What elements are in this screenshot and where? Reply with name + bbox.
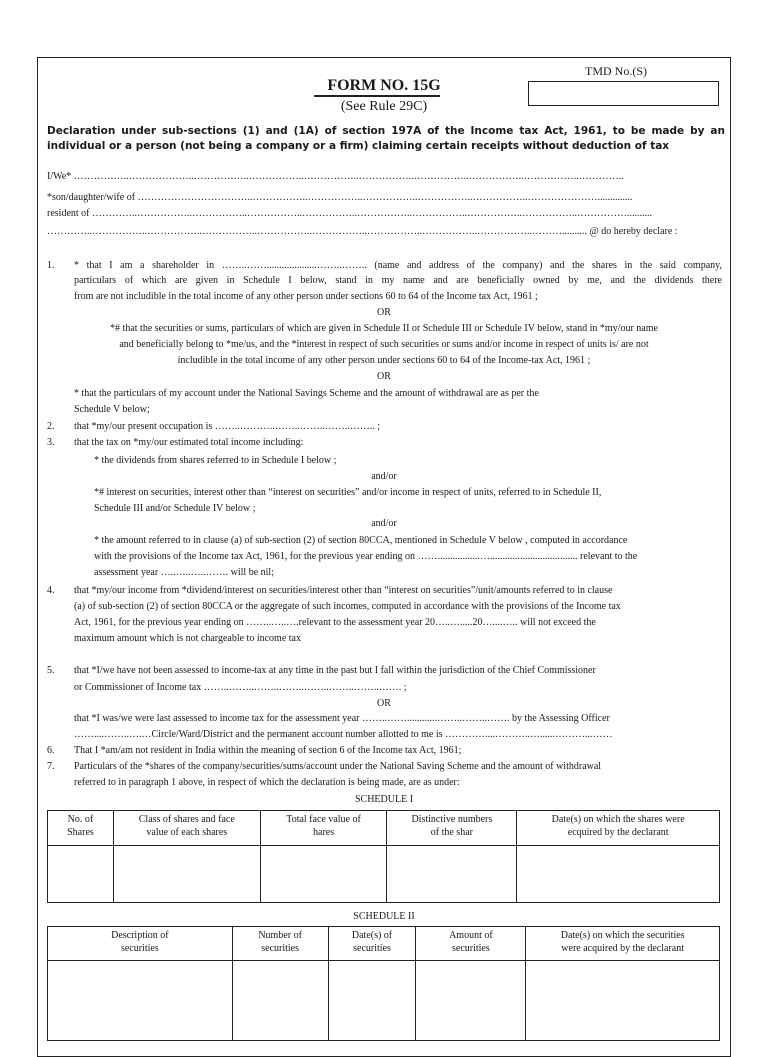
column-header: Amount of securities	[416, 927, 526, 961]
para-7-line: Particulars of the *shares of the company/securities/sums/account under the National Saving Scheme and the amount of withdrawal	[74, 761, 602, 772]
table-header-row	[48, 927, 720, 961]
table-header-row	[48, 811, 720, 846]
para-1-line: * that I am a shareholder in ……..……....................……..…….. (name and address of the company) and the shares in the said company,	[74, 260, 722, 271]
column-header: No. of Shares	[48, 811, 114, 846]
table-cell[interactable]	[328, 961, 416, 1041]
table-cell[interactable]	[526, 961, 720, 1041]
tmd-number-label: TMD No.(S)	[585, 64, 647, 78]
para-5-line: or Commissioner of Income tax ……..……..……..……..……..……..……..……. ;	[74, 682, 407, 693]
para-5-line: that *I/we have not been assessed to income-tax at any time in the past but I fall within the jurisdiction of the Chief Commissioner	[74, 665, 596, 676]
andor-separator: and/or	[371, 518, 397, 529]
or-separator: OR	[377, 698, 391, 709]
form-title: FORM NO. 15G	[327, 77, 441, 94]
para-5b-line: ……....……..….…Circle/Ward/District and the permanent account number allotted to me is …………....………..…......………...……	[74, 729, 613, 740]
item-number: 3.	[47, 437, 55, 448]
para-1c-line: * that the particulars of my account under the National Savings Scheme and the amount of withdrawal are as per the	[74, 388, 539, 399]
item-number: 1.	[47, 260, 55, 271]
item-number: 2.	[47, 421, 55, 432]
para-3b-line: Schedule III and/or Schedule IV below ;	[94, 503, 256, 514]
item-number: 6.	[47, 745, 55, 756]
item-number: 4.	[47, 585, 55, 596]
para-7-line: referred to in paragraph 1 above, in respect of which the declaration is being made, are as under:	[74, 777, 460, 788]
column-header: Class of shares and face value of each shares	[113, 811, 260, 846]
para-4-line: that *my/our income from *dividend/interest on securities/interest other than “interest on securities”/unit/amounts referred to in clause	[74, 585, 613, 596]
para-1b-line: includible in the total income of any other person under sections 60 to 64 of the Income-tax Act, 1961 ;	[177, 355, 591, 366]
table-cell[interactable]	[232, 961, 328, 1041]
resident-field[interactable]: resident of …………..……………..……………..……………..……………..……………..……………..……………..……………..……………..........	[47, 208, 652, 219]
column-header: Date(s) on which the securities were acquired by the declarant	[526, 927, 720, 961]
para-1-line: particulars of which are given in Schedule I below, stand in my name and are beneficially owned by me, and the dividends there	[74, 275, 722, 286]
declare-line[interactable]: …………..……………..……………..……………..……………..……………..……………..……………..……………..……….......... @ do hereby declare :	[47, 226, 678, 237]
para-3-line: that the tax on *my/our estimated total income including:	[74, 437, 304, 448]
table-cell[interactable]	[260, 846, 387, 903]
para-4-line: maximum amount which is not chargeable to income tax	[74, 633, 301, 644]
table-cell[interactable]	[113, 846, 260, 903]
para-3b-line: *# interest on securities, interest other than “interest on securities” and/or income in respect of units, referred to in Schedule II,	[94, 487, 602, 498]
column-header: Distinctive numbers of the shar	[387, 811, 517, 846]
para-3c-line: with the provisions of the Income tax Act, 1961, for the previous year ending on …….................…................................... relevant to the	[94, 551, 638, 562]
table-cell[interactable]	[517, 846, 720, 903]
para-3a-line: * the dividends from shares referred to in Schedule I below ;	[94, 455, 337, 466]
para-3c-line: assessment year …..…..…..……. will be nil;	[94, 567, 274, 578]
para-3c-line: * the amount referred to in clause (a) of sub-section (2) of section 80CCA, mentioned in Schedule V below , computed in accordance	[94, 535, 628, 546]
column-header: Date(s) of securities	[328, 927, 416, 961]
para-1-line: from are not includible in the total income of any other person under sections 60 to 64 of the Income tax Act, 1961 ;	[74, 291, 538, 302]
schedule-1-table	[47, 810, 720, 903]
para-1b-line: *# that the securities or sums, particulars of which are given in Schedule II or Schedule III or Schedule IV below, stand in *my/our name	[110, 323, 658, 334]
or-separator: OR	[377, 307, 391, 318]
para-4-line: (a) of sub-section (2) of section 80CCA or the aggregate of such incomes, computed in accordance with the provisions of the Income tax	[74, 601, 621, 612]
or-separator: OR	[377, 371, 391, 382]
para-4-line: Act, 1961, for the previous year ending on ……..…..….relevant to the assessment year 20…..….....20…....….. will not exceed the	[74, 617, 596, 628]
column-header: Number of securities	[232, 927, 328, 961]
table-row	[48, 961, 720, 1041]
para-1b-line: and beneficially belong to *me/us, and the *interest in respect of such securities or sums and/or income in respect of units is/ are not	[119, 339, 649, 350]
column-header: Description of securities	[48, 927, 233, 961]
table-cell[interactable]	[48, 961, 233, 1041]
item-number: 7.	[47, 761, 55, 772]
schedule-2-title: SCHEDULE II	[353, 911, 415, 922]
column-header: Total face value of hares	[260, 811, 387, 846]
table-row	[48, 846, 720, 903]
para-5b-line: that *I was/we were last assessed to income tax for the assessment year ……..……............……..……..……. by the Assessing Officer	[74, 713, 610, 724]
table-cell[interactable]	[416, 961, 526, 1041]
name-field[interactable]: I/We* ……………..………………..……………..……………..……………..……………..……………..……………..……………..…………..	[47, 171, 624, 182]
para-1c-line: Schedule V below;	[74, 404, 150, 415]
relation-field[interactable]: *son/daughter/wife of ……………………………..……………..……………..……………..……………..……………..…………………..............	[47, 192, 633, 203]
title-underline	[314, 95, 440, 97]
para-2-occupation[interactable]: that *my/our present occupation is ……..………..……..……..……..…….. ;	[74, 421, 381, 432]
para-6-line: That I *am/am not resident in India within the meaning of section 6 of the Income tax Act, 1961;	[74, 745, 462, 756]
andor-separator: and/or	[371, 471, 397, 482]
table-cell[interactable]	[48, 846, 114, 903]
item-number: 5.	[47, 665, 55, 676]
declaration-title-line2: individual or a person (not being a company or a firm) claiming certain receipts without deduction of tax	[47, 140, 670, 152]
schedule-1-title: SCHEDULE I	[354, 794, 414, 805]
table-cell[interactable]	[387, 846, 517, 903]
column-header: Date(s) on which the shares were ecquired by the declarant	[517, 811, 720, 846]
declaration-title-line1: Declaration under sub-sections (1) and (1A) of section 197A of the Income tax Act, 1961, to be made by an	[47, 125, 725, 137]
form-subtitle: (See Rule 29C)	[340, 99, 428, 114]
